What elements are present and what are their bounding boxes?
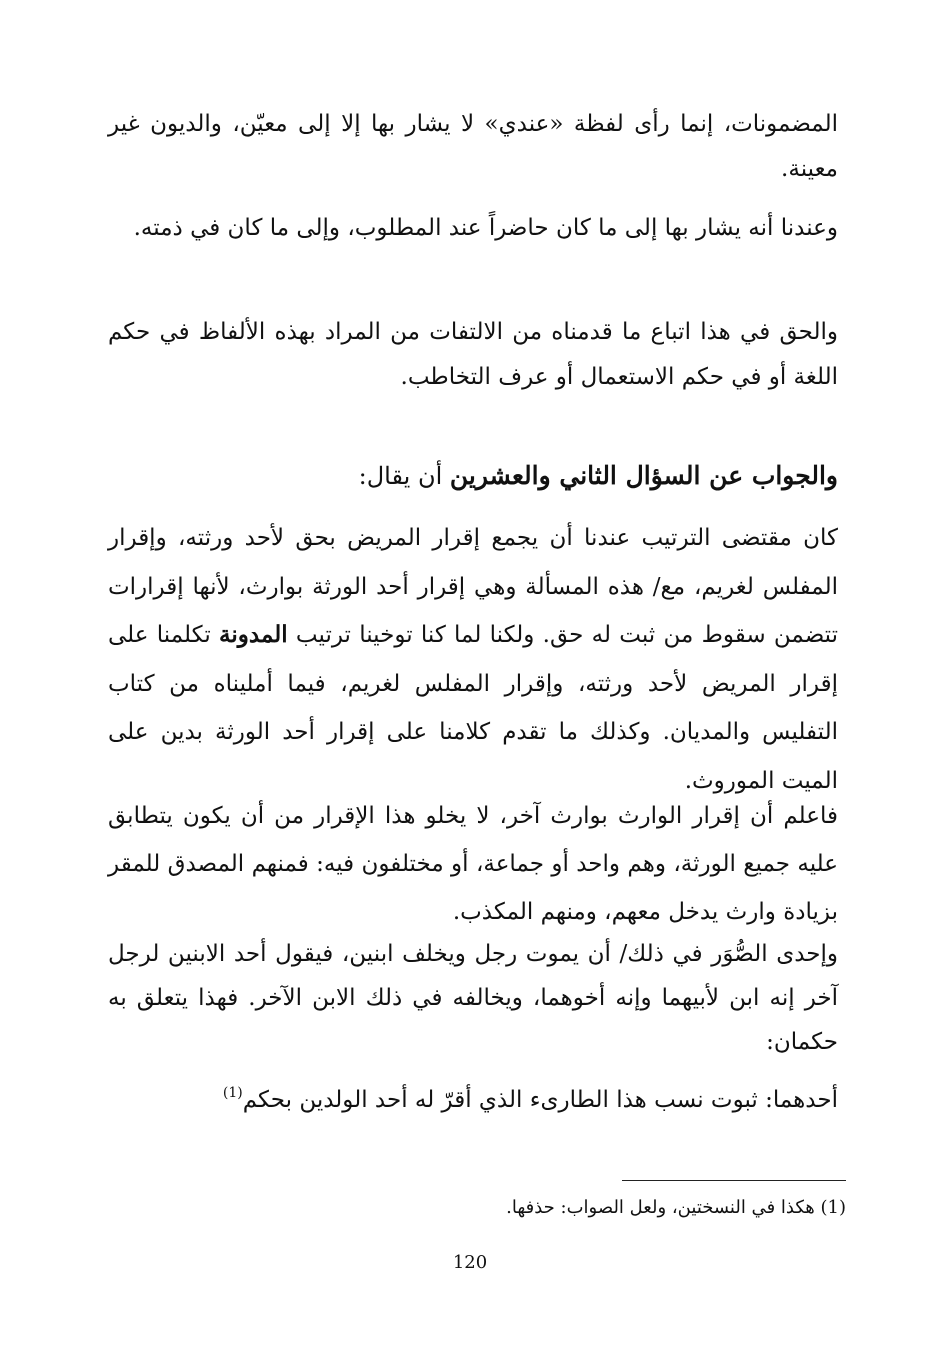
footnote-divider	[622, 1180, 846, 1181]
paragraph-1: المضمونات، إنما رأى لفظة «عندي» لا يشار بها إلا إلى معيّن، والديون غير معينة.	[108, 111, 838, 182]
paragraph-2: وعندنا أنه يشار بها إلى ما كان حاضراً عند المطلوب، وإلى ما كان في ذمته.	[133, 215, 838, 241]
paragraph-4	[108, 514, 838, 805]
paragraph-3: والحق في هذا اتباع ما قدمناه من الالتفات من المراد بهذه الألفاظ في حكم اللغة أو في حكم الاستعمال أو عرف التخاطب.	[108, 319, 838, 390]
paragraph-4-part-2: تكلمنا على إقرار المريض لأحد ورثته، وإقرار المفلس لغريم، فيما أمليناه من كتاب التفليس والمديان. وكذلك ما تقدم كلامنا على إقرار أحد الورثة بدين على الميت الموروث.	[108, 622, 838, 794]
section-heading-title: والجواب عن السؤال الثاني والعشرين	[449, 461, 838, 490]
paragraph-4-bold-term: المدونة	[219, 621, 288, 648]
footnote: (1) هكذا في النسختين، ولعل الصواب: حذفها.	[506, 1197, 846, 1218]
paragraph-6: وإحدى الصُّوَر في ذلك/ أن يموت رجل ويخلف ابنين، فيقول أحد الابنين لرجل آخر إنه ابن لأبيهما وإنه أخوهما، ويخالفه في ذلك الابن الآخر. فهذا يتعلق به حكمان:	[108, 941, 838, 1055]
section-heading-rest: أن يقال:	[358, 462, 450, 490]
section-heading	[108, 456, 838, 496]
paragraph-7	[108, 1078, 838, 1123]
paragraph-4-part-1: كان مقتضى الترتيب عندنا أن يجمع إقرار المريض بحق لأحد ورثته، وإقرار المفلس لغريم، مع/ هذه المسألة وهي إقرار أحد الورثة بوارث، لأنها إقرارات تتضمن سقوط من ثبت له حق. ولكنا لما كنا توخينا ترتيب	[108, 525, 839, 648]
page-number: 120	[452, 1252, 488, 1273]
paragraph-5: فاعلم أن إقرار الوارث بوارث آخر، لا يخلو هذا الإقرار من أن يكون يتطابق عليه جميع الورثة، وهم واحد أو جماعة، أو مختلفون فيه: فمنهم المصدق للمقر بزيادة وارث يدخل معهم، ومنهم المكذب.	[108, 803, 838, 925]
paragraph-7-text: أحدهما: ثبوت نسب هذا الطارىء الذي أقرّ له أحد الولدين بحكم	[242, 1087, 838, 1113]
footnote-reference: (1)	[222, 1085, 243, 1101]
